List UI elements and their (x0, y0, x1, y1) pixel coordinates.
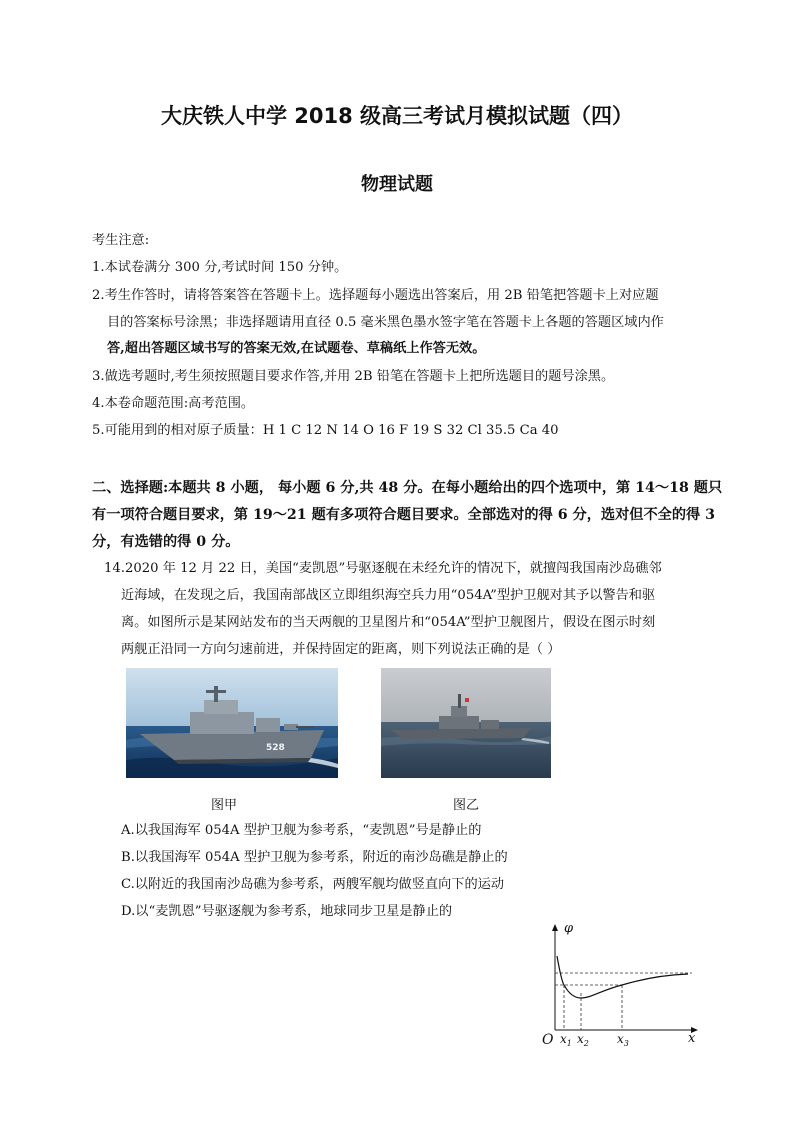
notice-item-4: 4.本卷命题范围:高考范围。 (92, 396, 255, 411)
potential-graph-svg (536, 918, 706, 1053)
section-instructions-line-3: 分，有选错的得 0 分。 (92, 534, 240, 550)
frigate-054a-photo (126, 668, 338, 778)
figure-b-caption: 图乙 (452, 798, 479, 813)
exam-subject: 物理试题 (361, 174, 433, 195)
destroyer-photo (381, 668, 551, 778)
option-b: B.以我国海军 054A 型护卫舰为参考系，附近的南沙岛礁是静止的 (121, 850, 508, 865)
tick-x1: $x_1$ (560, 1032, 572, 1048)
notice-heading: 考生注意: (92, 233, 150, 248)
section-instructions-line-1: 二、选择题:本题共 8 小题， 每小题 6 分,共 48 分。在每小题给出的四个选项中，第 14～18 题只 (92, 480, 723, 496)
notice-item-2-end: 答,超出答题区域书写的答案无效,在试题卷、草稿纸上作答无效。 (107, 341, 486, 356)
tick-x3: $x_3$ (617, 1032, 629, 1048)
y-axis-label: φ (564, 921, 574, 936)
notice-item-5: 5.可能用到的相对原子质量：H 1 C 12 N 14 O 16 F 19 S 32 Cl 35.5 Ca 40 (92, 423, 559, 438)
option-d: D.以“麦凯恩”号驱逐舰为参考系，地球同步卫星是静止的 (121, 904, 453, 919)
origin-label: O (542, 1032, 554, 1048)
option-c: C.以附近的我国南沙岛礁为参考系，两艘军舰均做竖直向下的运动 (121, 877, 505, 892)
notice-item-2-cont: 目的答案标号涂黑；非选择题请用直径 0.5 毫米黑色墨水签字笔在答题卡上各题的答题区域内作 (107, 315, 664, 330)
potential-curve (557, 956, 688, 998)
notice-item-3: 3.做选考题时,考生须按照题目要求作答,并用 2B 铅笔在答题卡上把所选题目的题号涂黑。 (92, 369, 615, 384)
notice-item-1: 1.本试卷满分 300 分,考试时间 150 分钟。 (92, 260, 348, 275)
question-14-line-3: 离。如图所示是某网站发布的当天两舰的卫星图片和“054A”型护卫舰图片，假设在图示时刻 (121, 615, 656, 630)
frigate-054a-illustration (126, 668, 338, 778)
question-14-line-2: 近海域，在发现之后，我国南部战区立即组织海空兵力用“054A”型护卫舰对其予以警告和驱 (121, 588, 656, 603)
section-instructions-line-2: 有一项符合题目要求，第 19～21 题有多项符合题目要求。全部选对的得 6 分，选对但不全的得 3 (92, 507, 716, 523)
exam-title: 大庆铁人中学 2018 级高三考试月模拟试题（四） (160, 104, 634, 128)
tick-x2-subscript: 2 (583, 1039, 589, 1048)
hull-number-label: 528 (266, 743, 285, 753)
destroyer-illustration (381, 668, 551, 778)
y-axis-arrow-icon (552, 924, 558, 931)
question-14-line-4: 两舰正沿同一方向匀速前进，并保持固定的距离，则下列说法正确的是（ ） (121, 642, 561, 657)
x-axis-label: x (688, 1031, 696, 1046)
notice-item-2: 2.考生作答时，请将答案答在答题卡上。选择题每小题选出答案后，用 2B 铅笔把答题卡上对应题 (92, 288, 659, 303)
tick-x3-subscript: 3 (623, 1039, 629, 1048)
tick-x2: $x_2$ (577, 1032, 589, 1048)
figure-a-caption: 图甲 (210, 798, 237, 813)
option-a: A.以我国海军 054A 型护卫舰为参考系，“麦凯恩”号是静止的 (121, 823, 482, 838)
question-14-line-1: 14.2020 年 12 月 22 日，美国“麦凯恩”号驱逐舰在未经允许的情况下，就擅闯我国南沙岛礁邻 (104, 561, 662, 576)
tick-x1-subscript: 1 (566, 1039, 572, 1048)
potential-graph (536, 918, 706, 1053)
